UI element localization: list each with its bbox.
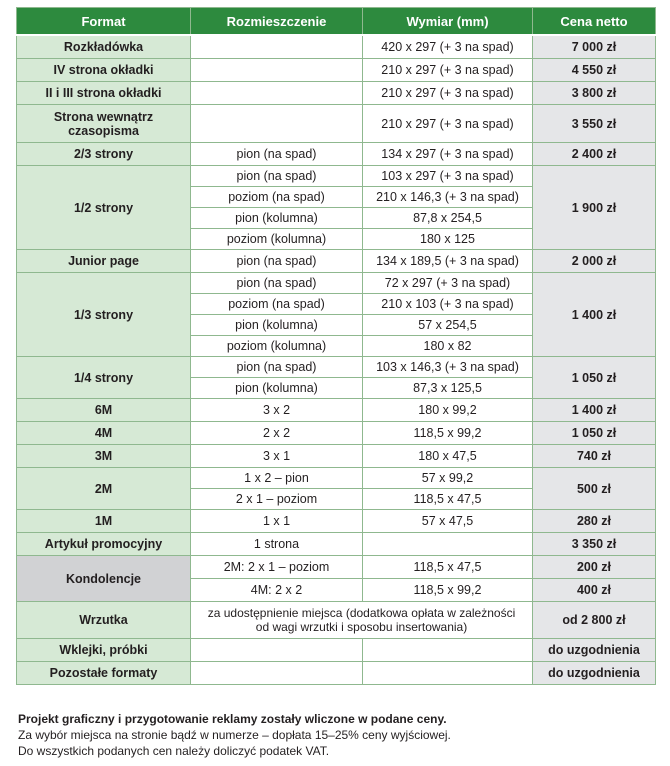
dimension-cell xyxy=(363,639,533,662)
format-cell: 2/3 strony xyxy=(17,143,191,166)
placement-cell: pion (na spad) xyxy=(191,273,363,294)
placement-cell: 1 x 1 xyxy=(191,510,363,533)
table-row xyxy=(17,105,656,143)
dimension-cell: 180 x 99,2 xyxy=(363,399,533,422)
placement-cell: pion (na spad) xyxy=(191,250,363,273)
price-cell: 1 050 zł xyxy=(533,422,656,445)
format-cell: Junior page xyxy=(17,250,191,273)
dimension-cell: 180 x 82 xyxy=(363,336,533,357)
format-cell: 1/3 strony xyxy=(17,273,191,357)
dimension-cell: 57 x 254,5 xyxy=(363,315,533,336)
note-included: Projekt graficzny i przygotowanie reklamy zostały wliczone w podane ceny. xyxy=(18,712,447,726)
dimension-cell xyxy=(363,533,533,556)
table-row xyxy=(17,357,656,378)
dimension-cell: 118,5 x 99,2 xyxy=(363,579,533,602)
note-vat: Do wszystkich podanych cen należy doliczyć podatek VAT. xyxy=(18,744,330,758)
header-price: Cena netto xyxy=(533,8,656,36)
table-row xyxy=(17,662,656,685)
placement-cell: pion (na spad) xyxy=(191,357,363,378)
dimension-cell: 118,5 x 99,2 xyxy=(363,422,533,445)
table-row xyxy=(17,468,656,489)
format-cell: 1M xyxy=(17,510,191,533)
placement-line: od wagi wrzutki i sposobu insertowania) xyxy=(255,620,468,634)
price-cell: 3 350 zł xyxy=(533,533,656,556)
format-cell: 3M xyxy=(17,445,191,468)
price-cell: 4 550 zł xyxy=(533,59,656,82)
format-cell: Wrzutka xyxy=(17,602,191,639)
dimension-cell: 118,5 x 47,5 xyxy=(363,556,533,579)
dimension-cell: 103 x 146,3 (+ 3 na spad) xyxy=(363,357,533,378)
table-row xyxy=(17,35,656,59)
price-cell: 1 050 zł xyxy=(533,357,656,399)
price-cell: 1 400 zł xyxy=(533,399,656,422)
placement-cell xyxy=(191,662,363,685)
format-cell: 1/4 strony xyxy=(17,357,191,399)
price-cell: 7 000 zł xyxy=(533,35,656,59)
price-cell: 500 zł xyxy=(533,468,656,510)
dimension-cell: 210 x 297 (+ 3 na spad) xyxy=(363,59,533,82)
header-placement: Rozmieszczenie xyxy=(191,8,363,36)
price-cell: 2 400 zł xyxy=(533,143,656,166)
price-table xyxy=(16,7,656,685)
table-row xyxy=(17,250,656,273)
format-cell: II i III strona okładki xyxy=(17,82,191,105)
format-cell: 4M xyxy=(17,422,191,445)
placement-cell: poziom (na spad) xyxy=(191,294,363,315)
format-cell: IV strona okładki xyxy=(17,59,191,82)
format-cell: 6M xyxy=(17,399,191,422)
dimension-cell: 420 x 297 (+ 3 na spad) xyxy=(363,35,533,59)
price-cell: 280 zł xyxy=(533,510,656,533)
price-cell: 200 zł xyxy=(533,556,656,579)
format-line: czasopisma xyxy=(68,123,139,138)
placement-cell xyxy=(191,35,363,59)
placement-cell: pion (na spad) xyxy=(191,143,363,166)
dimension-cell: 87,8 x 254,5 xyxy=(363,208,533,229)
header-dimension: Wymiar (mm) xyxy=(363,8,533,36)
placement-cell: poziom (kolumna) xyxy=(191,336,363,357)
placement-cell xyxy=(191,59,363,82)
placement-cell: pion (kolumna) xyxy=(191,315,363,336)
dimension-cell: 57 x 47,5 xyxy=(363,510,533,533)
format-cell: Artykuł promocyjny xyxy=(17,533,191,556)
price-cell: 2 000 zł xyxy=(533,250,656,273)
dimension-cell: 87,3 x 125,5 xyxy=(363,378,533,399)
placement-cell: poziom (na spad) xyxy=(191,187,363,208)
placement-cell xyxy=(191,105,363,143)
format-cell xyxy=(17,105,191,143)
placement-line: za udostępnienie miejsca (dodatkowa opłata w zależności xyxy=(207,606,516,620)
placement-cell: 2 x 1 – poziom xyxy=(191,489,363,510)
placement-cell: 1 x 2 – pion xyxy=(191,468,363,489)
table-row xyxy=(17,602,656,639)
placement-cell xyxy=(191,602,533,639)
dimension-cell: 134 x 297 (+ 3 na spad) xyxy=(363,143,533,166)
placement-cell: pion (na spad) xyxy=(191,166,363,187)
dimension-cell: 210 x 103 (+ 3 na spad) xyxy=(363,294,533,315)
placement-cell: pion (kolumna) xyxy=(191,378,363,399)
placement-cell: 2 x 2 xyxy=(191,422,363,445)
table-row xyxy=(17,510,656,533)
dimension-cell xyxy=(363,662,533,685)
price-cell: 740 zł xyxy=(533,445,656,468)
price-cell: 1 900 zł xyxy=(533,166,656,250)
price-cell: 3 550 zł xyxy=(533,105,656,143)
price-cell: 400 zł xyxy=(533,579,656,602)
format-cell: 2M xyxy=(17,468,191,510)
placement-cell: 1 strona xyxy=(191,533,363,556)
placement-cell xyxy=(191,639,363,662)
dimension-cell: 180 x 125 xyxy=(363,229,533,250)
dimension-cell: 210 x 297 (+ 3 na spad) xyxy=(363,82,533,105)
table-row xyxy=(17,556,656,579)
price-cell: 1 400 zł xyxy=(533,273,656,357)
format-cell: Wklejki, próbki xyxy=(17,639,191,662)
table-row xyxy=(17,399,656,422)
format-cell: Kondolencje xyxy=(17,556,191,602)
table-row xyxy=(17,59,656,82)
table-row xyxy=(17,639,656,662)
placement-cell: 4M: 2 x 2 xyxy=(191,579,363,602)
format-line: Strona wewnątrz xyxy=(53,109,154,124)
dimension-cell: 57 x 99,2 xyxy=(363,468,533,489)
placement-cell: 3 x 1 xyxy=(191,445,363,468)
table-row xyxy=(17,422,656,445)
table-row xyxy=(17,273,656,294)
dimension-cell: 118,5 x 47,5 xyxy=(363,489,533,510)
dimension-cell: 134 x 189,5 (+ 3 na spad) xyxy=(363,250,533,273)
format-cell: Rozkładówka xyxy=(17,35,191,59)
header-row xyxy=(17,8,656,36)
placement-cell: pion (kolumna) xyxy=(191,208,363,229)
placement-cell xyxy=(191,82,363,105)
dimension-cell: 210 x 146,3 (+ 3 na spad) xyxy=(363,187,533,208)
placement-cell: 3 x 2 xyxy=(191,399,363,422)
dimension-cell: 72 x 297 (+ 3 na spad) xyxy=(363,273,533,294)
placement-cell: 2M: 2 x 1 – poziom xyxy=(191,556,363,579)
dimension-cell: 103 x 297 (+ 3 na spad) xyxy=(363,166,533,187)
footnotes xyxy=(18,711,451,759)
placement-cell: poziom (kolumna) xyxy=(191,229,363,250)
dimension-cell: 210 x 297 (+ 3 na spad) xyxy=(363,105,533,143)
format-cell: Pozostałe formaty xyxy=(17,662,191,685)
table-row xyxy=(17,143,656,166)
price-cell: do uzgodnienia xyxy=(533,662,656,685)
price-cell: do uzgodnienia xyxy=(533,639,656,662)
table-row xyxy=(17,533,656,556)
table-row xyxy=(17,445,656,468)
format-cell: 1/2 strony xyxy=(17,166,191,250)
price-cell: od 2 800 zł xyxy=(533,602,656,639)
table-row xyxy=(17,82,656,105)
table-row xyxy=(17,166,656,187)
header-format: Format xyxy=(17,8,191,36)
price-cell: 3 800 zł xyxy=(533,82,656,105)
dimension-cell: 180 x 47,5 xyxy=(363,445,533,468)
note-placement-surcharge: Za wybór miejsca na stronie bądź w numerze – dopłata 15–25% ceny wyjściowej. xyxy=(18,728,451,742)
